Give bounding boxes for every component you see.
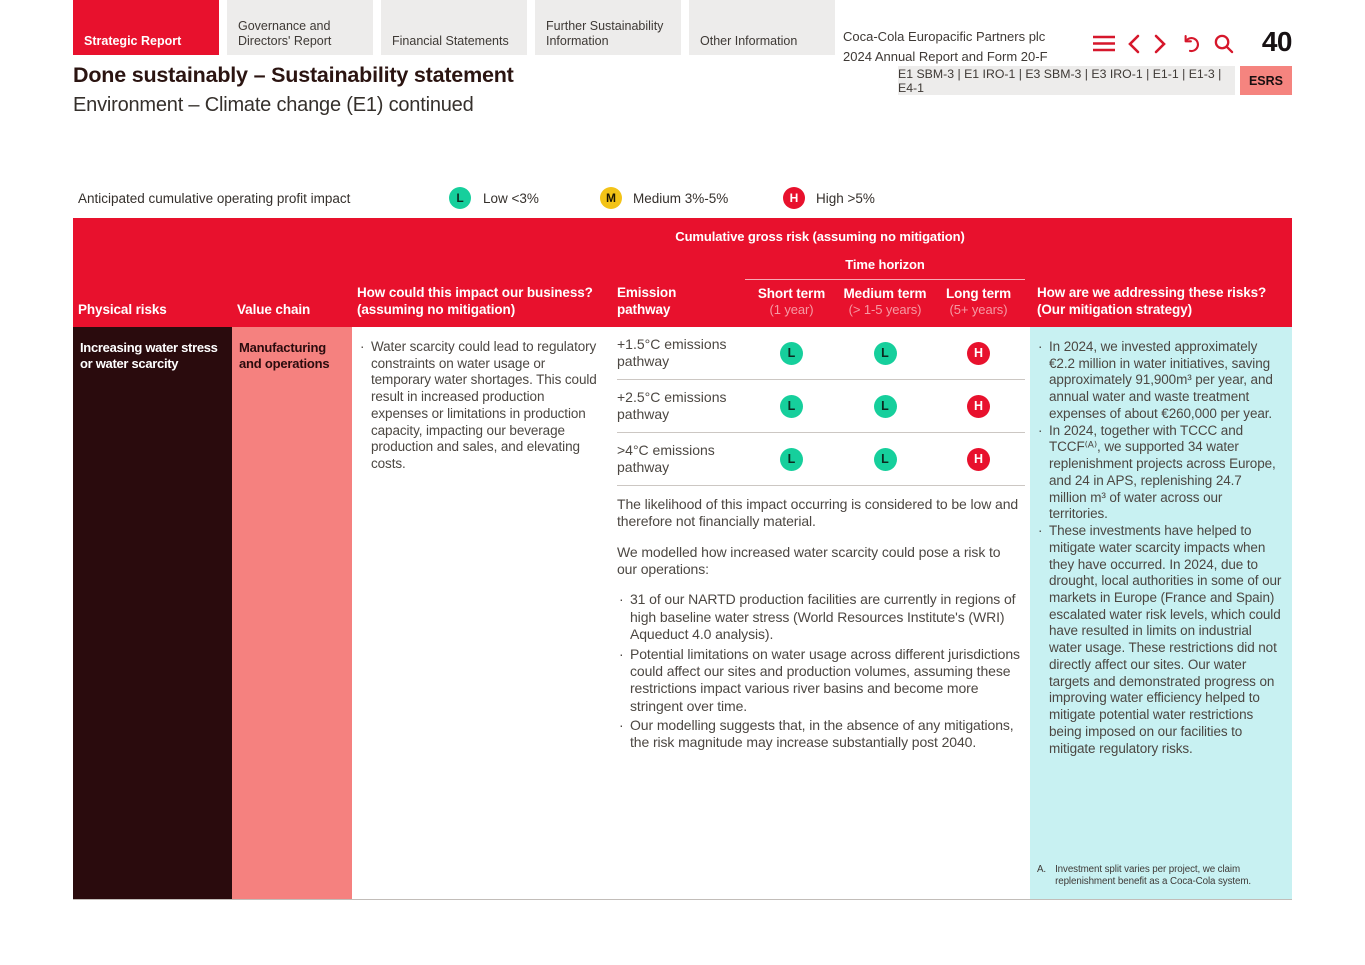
long-term-sublabel: (5+ years) xyxy=(949,302,1008,318)
medium-term-label: Medium term xyxy=(843,285,927,301)
tab-label: Further Sustainability Information xyxy=(546,19,664,48)
rating-badge: L xyxy=(874,395,897,418)
menu-icon xyxy=(1093,35,1115,52)
rating-badge: L xyxy=(874,448,897,471)
rating-badge: H xyxy=(967,342,990,365)
column-header-physical-risks: Physical risks xyxy=(78,301,167,317)
cell-business-impact xyxy=(352,327,610,899)
footnote xyxy=(1037,864,1282,889)
brand-line-1: Coca-Cola Europacific Partners plc xyxy=(843,29,1046,44)
undo-icon xyxy=(1179,33,1201,54)
menu-button[interactable] xyxy=(1093,35,1115,52)
cell-mitigation-strategy xyxy=(1030,327,1292,899)
tab-further-sustainability-information[interactable] xyxy=(535,0,681,55)
analysis-bullet: · 31 of our NARTD production facilities are currently in regions of high baseline water stress (World Resources Institute's (WRI) Aqueduct 4.0 analysis). xyxy=(617,591,1020,643)
long-term-label: Long term xyxy=(945,285,1012,301)
tab-strategic-report[interactable] xyxy=(73,0,219,55)
undo-button[interactable] xyxy=(1179,33,1201,54)
mitigation-bullet: · These investments have helped to mitigate water scarcity impacts when they have occurred. In 2024, due to drought, local authorities in some of our markets in Europe (France and Spain) escalated water risk levels, which could have resulted in limits on industrial water usage. These restrictions did not directly affect our sites. Our water targets and demonstrated progress on improving water efficiency helped to mitigate potential water restrictions being imposed on our facilities to mitigate regulatory risks. xyxy=(1036,523,1282,757)
tab-financial-statements[interactable] xyxy=(381,0,527,55)
impact-bullet: · Water scarcity could lead to regulatory constraints on water usage or temporary water shortages. This could result in increased production expenses or limitations in production capacity, impacting our beverage production and sales, and elevating costs. xyxy=(358,339,598,473)
likelihood-paragraph: The likelihood of this impact occurring is considered to be low and therefore not financially material. xyxy=(617,496,1019,530)
column-header-short-term xyxy=(745,286,838,318)
risk-narrative xyxy=(610,486,1030,752)
mitigation-bullets xyxy=(1036,339,1282,757)
rating-badge: H xyxy=(967,395,990,418)
pathway-row-4c xyxy=(617,433,1025,486)
page-subtitle: Environment – Climate change (E1) continued xyxy=(73,94,474,116)
previous-page-button[interactable] xyxy=(1127,34,1141,54)
pathway-label: +2.5°C emissions pathway xyxy=(617,388,727,422)
short-term-rating-cell xyxy=(745,448,838,471)
column-header-impact-line2: (assuming no mitigation) xyxy=(357,301,516,317)
report-brand xyxy=(843,27,1048,66)
brand-line-2: 2024 Annual Report and Form 20-F xyxy=(843,48,1048,64)
tab-label: Strategic Report xyxy=(84,33,182,48)
cell-value-chain xyxy=(232,327,352,899)
short-term-label: Short term xyxy=(757,285,826,301)
long-term-rating-cell xyxy=(932,342,1025,365)
column-header-emission-pathway xyxy=(617,285,727,318)
mitigation-bullet: · In 2024, together with TCCC and TCCF⁽ᴬ⁾, we supported 34 water replenishment projects across Europe, and 24 in APS, replenishing 24.7 million m³ of water across our territories. xyxy=(1036,423,1282,523)
tab-other-information[interactable] xyxy=(689,0,835,55)
tab-label: Other Information xyxy=(700,33,798,48)
legend-medium-text: Medium 3%-5% xyxy=(633,191,729,206)
column-header-emission-line1: Emission xyxy=(617,285,677,301)
pathway-label: >4°C emissions pathway xyxy=(617,441,715,475)
tab-label: Financial Statements xyxy=(392,33,509,48)
pathway-row-2-5c xyxy=(617,380,1025,433)
long-term-rating-cell xyxy=(932,395,1025,418)
rating-badge: L xyxy=(780,395,803,418)
medium-term-rating-cell xyxy=(838,448,932,471)
short-term-rating-cell xyxy=(745,342,838,365)
column-header-medium-term xyxy=(838,286,932,318)
esrs-badge: ESRS xyxy=(1240,66,1292,95)
tab-label: Governance and Directors' Report xyxy=(238,19,332,48)
footnote-text: Investment split varies per project, we claim replenishment benefit as a Coca-Cola system. xyxy=(1055,863,1252,888)
medium-term-sublabel: (> 1-5 years) xyxy=(848,302,922,318)
short-term-sublabel: (1 year) xyxy=(769,302,814,318)
page-title: Done sustainably – Sustainability statement xyxy=(73,63,514,87)
chevron-right-icon xyxy=(1153,34,1167,54)
search-icon xyxy=(1213,33,1234,54)
column-header-mitigation-line1: How are we addressing these risks? xyxy=(1037,285,1267,301)
analysis-bullet: · Potential limitations on water usage across different jurisdictions could affect our sites and production volumes, assuming these restrictions impact various river basins and become more stringent over time. xyxy=(617,646,1020,715)
chevron-left-icon xyxy=(1127,34,1141,54)
modelling-paragraph: We modelled how increased water scarcity could pose a risk to our operations: xyxy=(617,543,1001,578)
mitigation-bullet: · In 2024, we invested approximately €2.2 million in water initiatives, saving approximately 91,900m³ per year, and annual water and waste treatment expenses of about €260,000 per year. xyxy=(1036,339,1282,423)
column-header-emission-line2: pathway xyxy=(617,301,671,317)
column-header-mitigation xyxy=(1037,285,1289,318)
impact-legend xyxy=(73,186,1292,214)
legend-high-text: High >5% xyxy=(816,191,875,206)
medium-term-rating-cell xyxy=(838,395,932,418)
column-header-mitigation-line2: (Our mitigation strategy) xyxy=(1037,301,1193,317)
time-horizon-rule xyxy=(745,279,1025,280)
column-header-long-term xyxy=(932,286,1025,318)
legend-high-badge: H xyxy=(783,187,805,209)
long-term-rating-cell xyxy=(932,448,1025,471)
rating-badge: L xyxy=(874,342,897,365)
analysis-bullet: · Our modelling suggests that, in the absence of any mitigations, the risk magnitude may increase substantially post 2040. xyxy=(617,717,1020,752)
rating-badge: L xyxy=(780,448,803,471)
value-chain-text: Manufacturing and operations xyxy=(239,340,330,372)
header-cumulative-gross-risk: Cumulative gross risk (assuming no mitigation) xyxy=(675,229,965,244)
rating-badge: H xyxy=(967,448,990,471)
pathway-row-1-5c xyxy=(617,327,1025,380)
tab-governance-directors-report[interactable] xyxy=(227,0,373,55)
footnote-marker: A. xyxy=(1037,863,1047,875)
physical-risk-text: Increasing water stress or water scarcity xyxy=(80,340,218,372)
next-page-button[interactable] xyxy=(1153,34,1167,54)
pathway-label: +1.5°C emissions pathway xyxy=(617,335,727,369)
table-row-water-stress xyxy=(73,327,1292,900)
page-number: 40 xyxy=(1261,26,1292,57)
legend-medium-badge: M xyxy=(600,187,622,209)
rating-badge: L xyxy=(780,342,803,365)
section-tabs xyxy=(73,0,835,55)
medium-term-rating-cell xyxy=(838,342,932,365)
short-term-rating-cell xyxy=(745,395,838,418)
header-time-horizon: Time horizon xyxy=(845,257,925,272)
esrs-codes: E1 SBM-3 | E1 IRO-1 | E3 SBM-3 | E3 IRO-1 | E1-1 | E1-3 | E4-1 xyxy=(898,66,1235,95)
column-header-impact xyxy=(357,285,609,318)
table-header xyxy=(73,218,1292,327)
column-header-value-chain: Value chain xyxy=(237,301,311,317)
toolbar xyxy=(1093,33,1234,54)
legend-label: Anticipated cumulative operating profit impact xyxy=(78,191,351,206)
column-header-impact-line1: How could this impact our business? xyxy=(357,285,593,301)
legend-low-text: Low <3% xyxy=(483,191,539,206)
legend-low-badge: L xyxy=(449,187,471,209)
cell-risk-assessment xyxy=(610,327,1030,899)
cell-physical-risk xyxy=(73,327,232,899)
physical-risks-table xyxy=(73,218,1292,900)
search-button[interactable] xyxy=(1213,33,1234,54)
